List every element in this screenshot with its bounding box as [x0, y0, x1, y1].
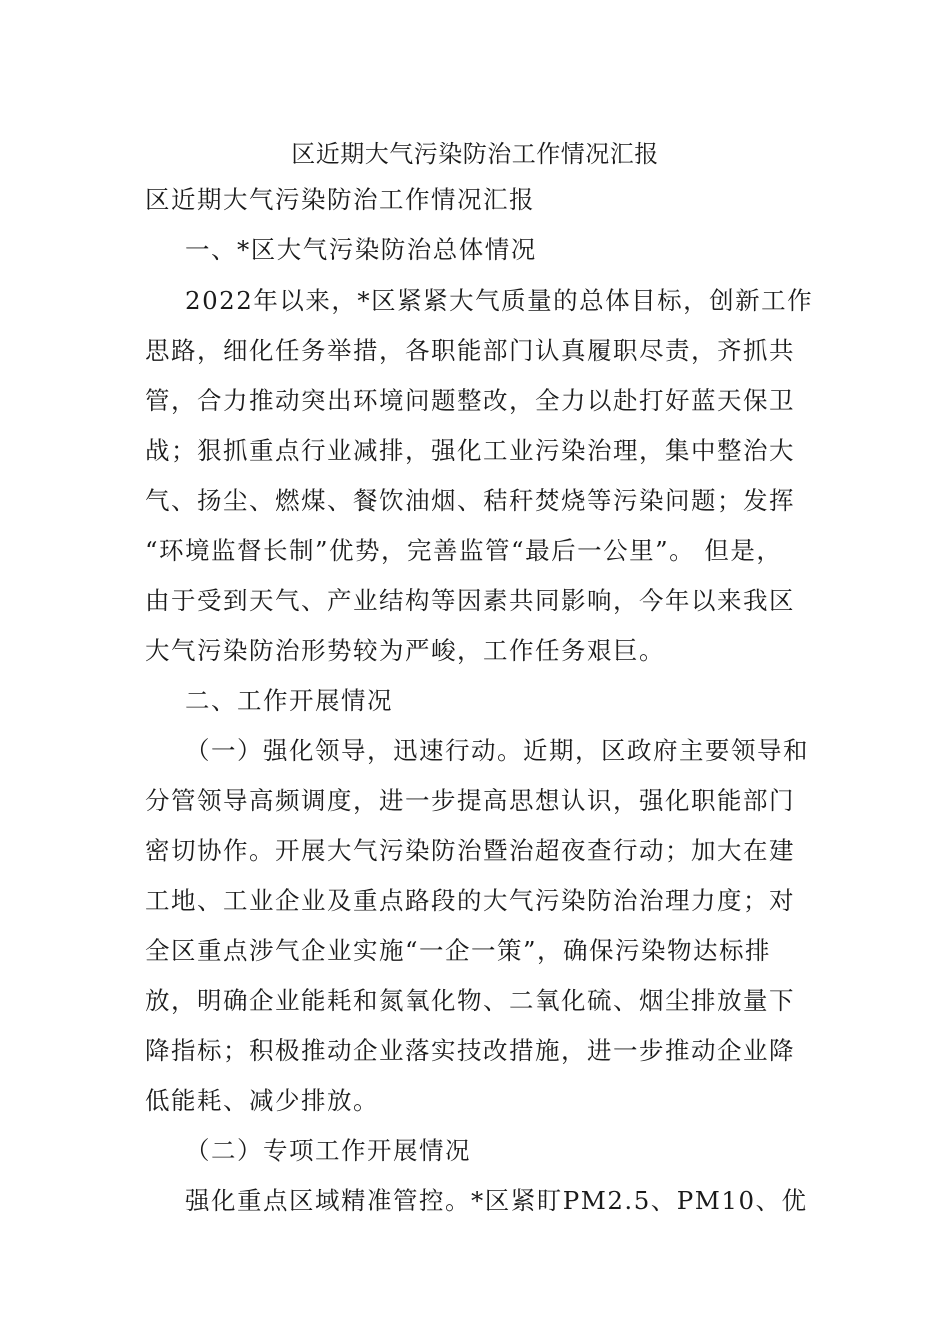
paragraph-line: 2022年以来，*区紧紧大气质量的总体目标，创新工作	[185, 286, 814, 315]
paragraph-line: 强化重点区域精准管控。*区紧盯PM2.5、PM10、优	[185, 1186, 808, 1215]
paragraph-line: 大气污染防治形势较为严峻，工作任务艰巨。	[145, 636, 665, 665]
paragraph-line: 由于受到天气、产业结构等因素共同影响，今年以来我区	[145, 586, 795, 615]
paragraph-line: 气、扬尘、燃煤、餐饮油烟、秸秆焚烧等污染问题；发挥	[145, 486, 795, 515]
paragraph-line: （一）强化领导，迅速行动。近期，区政府主要领导和	[185, 736, 809, 765]
section-heading-2: 二、工作开展情况	[185, 686, 393, 715]
paragraph-line: 思路，细化任务举措，各职能部门认真履职尽责，齐抓共	[145, 336, 795, 365]
document-title: 区近期大气污染防治工作情况汇报	[291, 140, 659, 168]
paragraph-line: 管，合力推动突出环境问题整改，全力以赴打好蓝天保卫	[145, 386, 795, 415]
paragraph-line: 低能耗、减少排放。	[145, 1086, 379, 1115]
paragraph-line: 工地、工业企业及重点路段的大气污染防治治理力度；对	[145, 886, 795, 915]
paragraph-line: 分管领导高频调度，进一步提高思想认识，强化职能部门	[145, 786, 795, 815]
paragraph-line: 全区重点涉气企业实施“一企一策”，确保污染物达标排	[145, 936, 772, 965]
section-heading-1: 一、*区大气污染防治总体情况	[185, 235, 537, 264]
paragraph-line: 密切协作。开展大气污染防治暨治超夜查行动；加大在建	[145, 836, 795, 865]
paragraph-line: “环境监督长制”优势，完善监管“最后一公里”。 但是，	[145, 536, 783, 565]
paragraph-line: 放，明确企业能耗和氮氧化物、二氧化硫、烟尘排放量下	[145, 986, 795, 1015]
paragraph-line: 降指标；积极推动企业落实技改措施，进一步推动企业降	[145, 1036, 795, 1065]
subsection-heading: （二）专项工作开展情况	[185, 1136, 471, 1165]
subtitle-line: 区近期大气污染防治工作情况汇报	[145, 185, 535, 214]
paragraph-line: 战；狠抓重点行业减排，强化工业污染治理，集中整治大	[145, 436, 795, 465]
